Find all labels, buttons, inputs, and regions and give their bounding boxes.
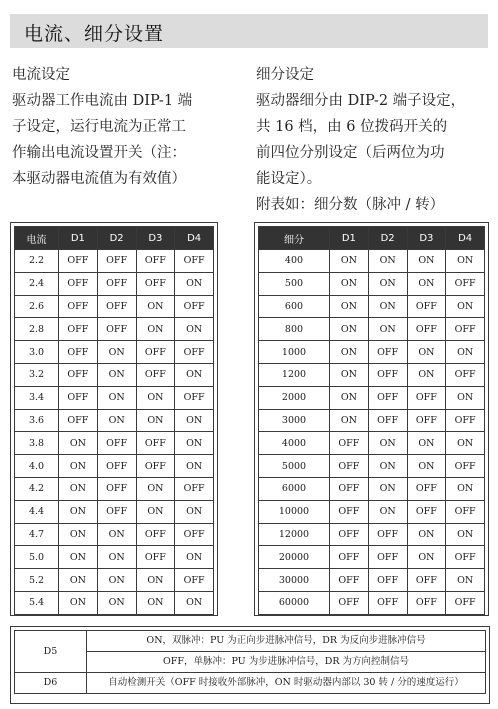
d6-description: 自动检测开关（OFF 时接收外部脉冲，ON 时驱动器内部以 30 转 / 分的速度运行）	[87, 673, 486, 694]
switch-state-cell: OFF	[368, 409, 407, 432]
switch-state-cell: ON	[136, 477, 175, 500]
switch-state-cell: OFF	[446, 455, 485, 478]
switch-state-cell: OFF	[97, 455, 136, 478]
switch-state-cell: OFF	[97, 318, 136, 341]
switch-state-cell: OFF	[446, 363, 485, 386]
switch-state-cell: ON	[175, 363, 214, 386]
switch-state-cell: OFF	[136, 250, 175, 273]
microstep-table-body	[259, 250, 485, 615]
section-title: 电流、细分设置	[24, 23, 165, 45]
current-setting-line: 子设定，运行电流为正常工	[12, 119, 186, 135]
switch-state-cell: OFF	[330, 500, 369, 523]
current-table-body	[15, 250, 214, 615]
switch-state-cell: ON	[59, 523, 98, 546]
row-value-cell: 2.4	[15, 272, 59, 295]
subdivision-setting-line: 附表如：细分数（脉冲 / 转）	[256, 197, 445, 213]
table-row	[15, 409, 214, 432]
switch-state-cell: OFF	[136, 432, 175, 455]
switch-state-cell: ON	[330, 272, 369, 295]
table-row	[259, 386, 485, 409]
switch-state-cell: ON	[97, 341, 136, 364]
switch-state-cell: ON	[97, 363, 136, 386]
switch-state-cell: ON	[368, 272, 407, 295]
table-row	[15, 477, 214, 500]
switch-state-cell: ON	[330, 386, 369, 409]
switch-state-cell: OFF	[136, 523, 175, 546]
row-value-cell: 5.4	[15, 591, 59, 614]
switch-state-cell: ON	[59, 546, 98, 569]
switch-state-cell: ON	[407, 272, 446, 295]
row-value-cell: 2.2	[15, 250, 59, 273]
column-header: 电流	[15, 227, 59, 250]
switch-state-cell: OFF	[330, 455, 369, 478]
switch-state-cell: ON	[59, 432, 98, 455]
row-value-cell: 400	[259, 250, 330, 273]
switch-state-cell: OFF	[59, 386, 98, 409]
switch-state-cell: ON	[97, 386, 136, 409]
column-header: D3	[407, 227, 446, 250]
current-setting-block	[12, 62, 238, 192]
switch-state-cell: OFF	[175, 386, 214, 409]
switch-state-cell: ON	[97, 523, 136, 546]
switch-state-cell: OFF	[407, 318, 446, 341]
switch-state-cell: ON	[59, 591, 98, 614]
switch-state-cell: OFF	[59, 409, 98, 432]
switch-state-cell: ON	[97, 591, 136, 614]
switch-state-cell: ON	[136, 569, 175, 592]
switch-state-cell: OFF	[407, 569, 446, 592]
table-row	[259, 500, 485, 523]
switch-state-cell: OFF	[446, 318, 485, 341]
current-setting-line: 驱动器工作电流由 DIP-1 端	[12, 93, 193, 109]
switch-state-cell: ON	[136, 409, 175, 432]
current-setting-line: 本驱动器电流值为有效值）	[12, 171, 186, 187]
switch-state-cell: OFF	[330, 477, 369, 500]
table-row	[15, 591, 214, 614]
switch-state-cell: ON	[330, 409, 369, 432]
switch-state-cell: OFF	[59, 318, 98, 341]
table-row	[259, 591, 485, 614]
row-value-cell: 5.2	[15, 569, 59, 592]
row-value-cell: 3000	[259, 409, 330, 432]
switch-state-cell: ON	[136, 295, 175, 318]
switch-state-cell: OFF	[59, 250, 98, 273]
switch-state-cell: ON	[446, 477, 485, 500]
table-row	[15, 432, 214, 455]
table-row	[259, 318, 485, 341]
switch-state-cell: OFF	[330, 523, 369, 546]
switch-state-cell: OFF	[368, 341, 407, 364]
switch-state-cell: ON	[407, 363, 446, 386]
column-header: D1	[330, 227, 369, 250]
switch-state-cell: OFF	[407, 295, 446, 318]
function-row-d6	[15, 673, 486, 694]
table-row	[259, 250, 485, 273]
table-row	[259, 569, 485, 592]
switch-state-cell: ON	[368, 295, 407, 318]
switch-state-cell: ON	[446, 523, 485, 546]
switch-state-cell: OFF	[368, 546, 407, 569]
switch-state-cell: ON	[330, 250, 369, 273]
switch-state-cell: OFF	[368, 363, 407, 386]
row-value-cell: 600	[259, 295, 330, 318]
row-value-cell: 3.6	[15, 409, 59, 432]
switch-state-cell: ON	[407, 432, 446, 455]
row-value-cell: 30000	[259, 569, 330, 592]
switch-state-cell: OFF	[446, 546, 485, 569]
row-value-cell: 3.2	[15, 363, 59, 386]
switch-state-cell: OFF	[136, 341, 175, 364]
switch-state-cell: ON	[175, 546, 214, 569]
table-row	[259, 272, 485, 295]
switch-state-cell: ON	[368, 477, 407, 500]
switch-state-cell: OFF	[97, 477, 136, 500]
switch-state-cell: OFF	[59, 295, 98, 318]
row-value-cell: 1000	[259, 341, 330, 364]
row-value-cell: 1200	[259, 363, 330, 386]
switch-state-cell: ON	[175, 591, 214, 614]
switch-state-cell: OFF	[407, 477, 446, 500]
switch-state-cell: OFF	[407, 409, 446, 432]
switch-state-cell: OFF	[446, 409, 485, 432]
row-value-cell: 3.4	[15, 386, 59, 409]
switch-state-cell: OFF	[59, 363, 98, 386]
switch-state-cell: ON	[136, 500, 175, 523]
row-value-cell: 4.7	[15, 523, 59, 546]
switch-state-cell: ON	[136, 386, 175, 409]
switch-state-cell: OFF	[446, 272, 485, 295]
switch-state-cell: ON	[446, 386, 485, 409]
switch-state-cell: OFF	[330, 591, 369, 614]
switch-state-cell: OFF	[136, 272, 175, 295]
switch-state-cell: ON	[446, 295, 485, 318]
row-value-cell: 2000	[259, 386, 330, 409]
switch-state-cell: OFF	[175, 477, 214, 500]
subdivision-setting-line: 前四位分别设定（后两位为功	[256, 145, 445, 161]
switch-label-d5: D5	[15, 631, 87, 673]
switch-state-cell: OFF	[175, 569, 214, 592]
current-table-header-row	[15, 227, 214, 250]
table-row	[15, 569, 214, 592]
column-header: 细分	[259, 227, 330, 250]
column-header: D4	[446, 227, 485, 250]
switch-state-cell: ON	[368, 250, 407, 273]
switch-state-cell: ON	[175, 432, 214, 455]
switch-state-cell: OFF	[330, 432, 369, 455]
row-value-cell: 12000	[259, 523, 330, 546]
switch-state-cell: OFF	[368, 523, 407, 546]
switch-state-cell: ON	[330, 341, 369, 364]
column-header: D4	[175, 227, 214, 250]
row-value-cell: 5000	[259, 455, 330, 478]
d5-on-description: ON，双脉冲：PU 为正向步进脉冲信号，DR 为反向步进脉冲信号	[87, 631, 486, 652]
function-table	[14, 630, 486, 694]
switch-state-cell: OFF	[175, 523, 214, 546]
table-row	[15, 455, 214, 478]
switch-state-cell: OFF	[136, 455, 175, 478]
switch-label-d6: D6	[15, 673, 87, 694]
switch-state-cell: ON	[368, 500, 407, 523]
switch-state-cell: ON	[407, 341, 446, 364]
row-value-cell: 800	[259, 318, 330, 341]
table-row	[15, 341, 214, 364]
table-row	[15, 500, 214, 523]
table-row	[259, 432, 485, 455]
switch-state-cell: ON	[407, 250, 446, 273]
row-value-cell: 3.8	[15, 432, 59, 455]
current-table	[14, 226, 214, 615]
switch-state-cell: ON	[330, 295, 369, 318]
switch-state-cell: OFF	[368, 591, 407, 614]
subdivision-setting-line: 驱动器细分由 DIP-2 端子设定，	[256, 93, 466, 109]
switch-state-cell: OFF	[368, 569, 407, 592]
switch-state-cell: OFF	[175, 250, 214, 273]
row-value-cell: 5.0	[15, 546, 59, 569]
row-value-cell: 2.6	[15, 295, 59, 318]
table-row	[259, 341, 485, 364]
switch-state-cell: ON	[59, 455, 98, 478]
subdivision-setting-line: 能设定）。	[256, 171, 322, 187]
switch-state-cell: OFF	[407, 591, 446, 614]
switch-state-cell: OFF	[330, 569, 369, 592]
switch-state-cell: ON	[136, 318, 175, 341]
row-value-cell: 6000	[259, 477, 330, 500]
function-row-d5-on	[15, 631, 486, 652]
switch-state-cell: ON	[407, 455, 446, 478]
switch-state-cell: OFF	[330, 546, 369, 569]
subdivision-setting-block	[256, 62, 492, 218]
switch-state-cell: ON	[446, 250, 485, 273]
table-row	[259, 523, 485, 546]
switch-state-cell: ON	[59, 500, 98, 523]
switch-state-cell: ON	[175, 455, 214, 478]
switch-state-cell: OFF	[97, 250, 136, 273]
switch-state-cell: ON	[175, 318, 214, 341]
switch-state-cell: ON	[330, 318, 369, 341]
table-row	[15, 295, 214, 318]
subdivision-setting-line: 共 16 档，由 6 位拨码开关的	[256, 119, 448, 135]
table-row	[259, 363, 485, 386]
switch-state-cell: ON	[330, 363, 369, 386]
row-value-cell: 4000	[259, 432, 330, 455]
switch-state-cell: OFF	[446, 591, 485, 614]
switch-state-cell: ON	[97, 569, 136, 592]
switch-state-cell: OFF	[59, 341, 98, 364]
switch-state-cell: OFF	[446, 500, 485, 523]
switch-state-cell: ON	[446, 432, 485, 455]
column-header: D1	[59, 227, 98, 250]
switch-state-cell: ON	[59, 569, 98, 592]
table-row	[259, 455, 485, 478]
table-row	[15, 272, 214, 295]
microstep-table-header-row	[259, 227, 485, 250]
current-setting-line: 作输出电流设置开关（注：	[12, 145, 186, 161]
column-header: D3	[136, 227, 175, 250]
switch-state-cell: ON	[136, 591, 175, 614]
switch-state-cell: OFF	[97, 272, 136, 295]
row-value-cell: 4.0	[15, 455, 59, 478]
switch-state-cell: ON	[97, 409, 136, 432]
row-value-cell: 4.2	[15, 477, 59, 500]
switch-state-cell: OFF	[97, 432, 136, 455]
switch-state-cell: OFF	[175, 295, 214, 318]
switch-state-cell: ON	[446, 341, 485, 364]
row-value-cell: 3.0	[15, 341, 59, 364]
row-value-cell: 10000	[259, 500, 330, 523]
current-setting-title: 电流设定	[12, 67, 70, 83]
row-value-cell: 20000	[259, 546, 330, 569]
switch-state-cell: ON	[97, 546, 136, 569]
row-value-cell: 4.4	[15, 500, 59, 523]
row-value-cell: 2.8	[15, 318, 59, 341]
switch-state-cell: ON	[175, 272, 214, 295]
table-row	[259, 546, 485, 569]
switch-state-cell: OFF	[368, 386, 407, 409]
d5-off-description: OFF，单脉冲：PU 为步进脉冲信号，DR 为方向控制信号	[87, 652, 486, 673]
table-row	[15, 318, 214, 341]
switch-state-cell: ON	[368, 455, 407, 478]
table-row	[15, 546, 214, 569]
switch-state-cell: ON	[368, 432, 407, 455]
row-value-cell: 60000	[259, 591, 330, 614]
table-row	[259, 477, 485, 500]
table-row	[259, 409, 485, 432]
switch-state-cell: OFF	[136, 363, 175, 386]
column-header: D2	[368, 227, 407, 250]
switch-state-cell: ON	[175, 409, 214, 432]
switch-state-cell: ON	[446, 569, 485, 592]
table-row	[259, 295, 485, 318]
column-header: D2	[97, 227, 136, 250]
row-value-cell: 500	[259, 272, 330, 295]
table-row	[15, 250, 214, 273]
switch-state-cell: ON	[407, 546, 446, 569]
table-row	[15, 386, 214, 409]
microstep-table	[258, 226, 485, 615]
switch-state-cell: OFF	[97, 500, 136, 523]
switch-state-cell: ON	[407, 523, 446, 546]
switch-state-cell: ON	[175, 500, 214, 523]
switch-state-cell: OFF	[175, 341, 214, 364]
switch-state-cell: OFF	[59, 272, 98, 295]
subdivision-setting-title: 细分设定	[256, 67, 314, 83]
switch-state-cell: OFF	[97, 295, 136, 318]
table-row	[15, 523, 214, 546]
switch-state-cell: OFF	[407, 500, 446, 523]
switch-state-cell: OFF	[136, 546, 175, 569]
switch-state-cell: ON	[59, 477, 98, 500]
switch-state-cell: OFF	[407, 386, 446, 409]
switch-state-cell: ON	[368, 318, 407, 341]
table-row	[15, 363, 214, 386]
